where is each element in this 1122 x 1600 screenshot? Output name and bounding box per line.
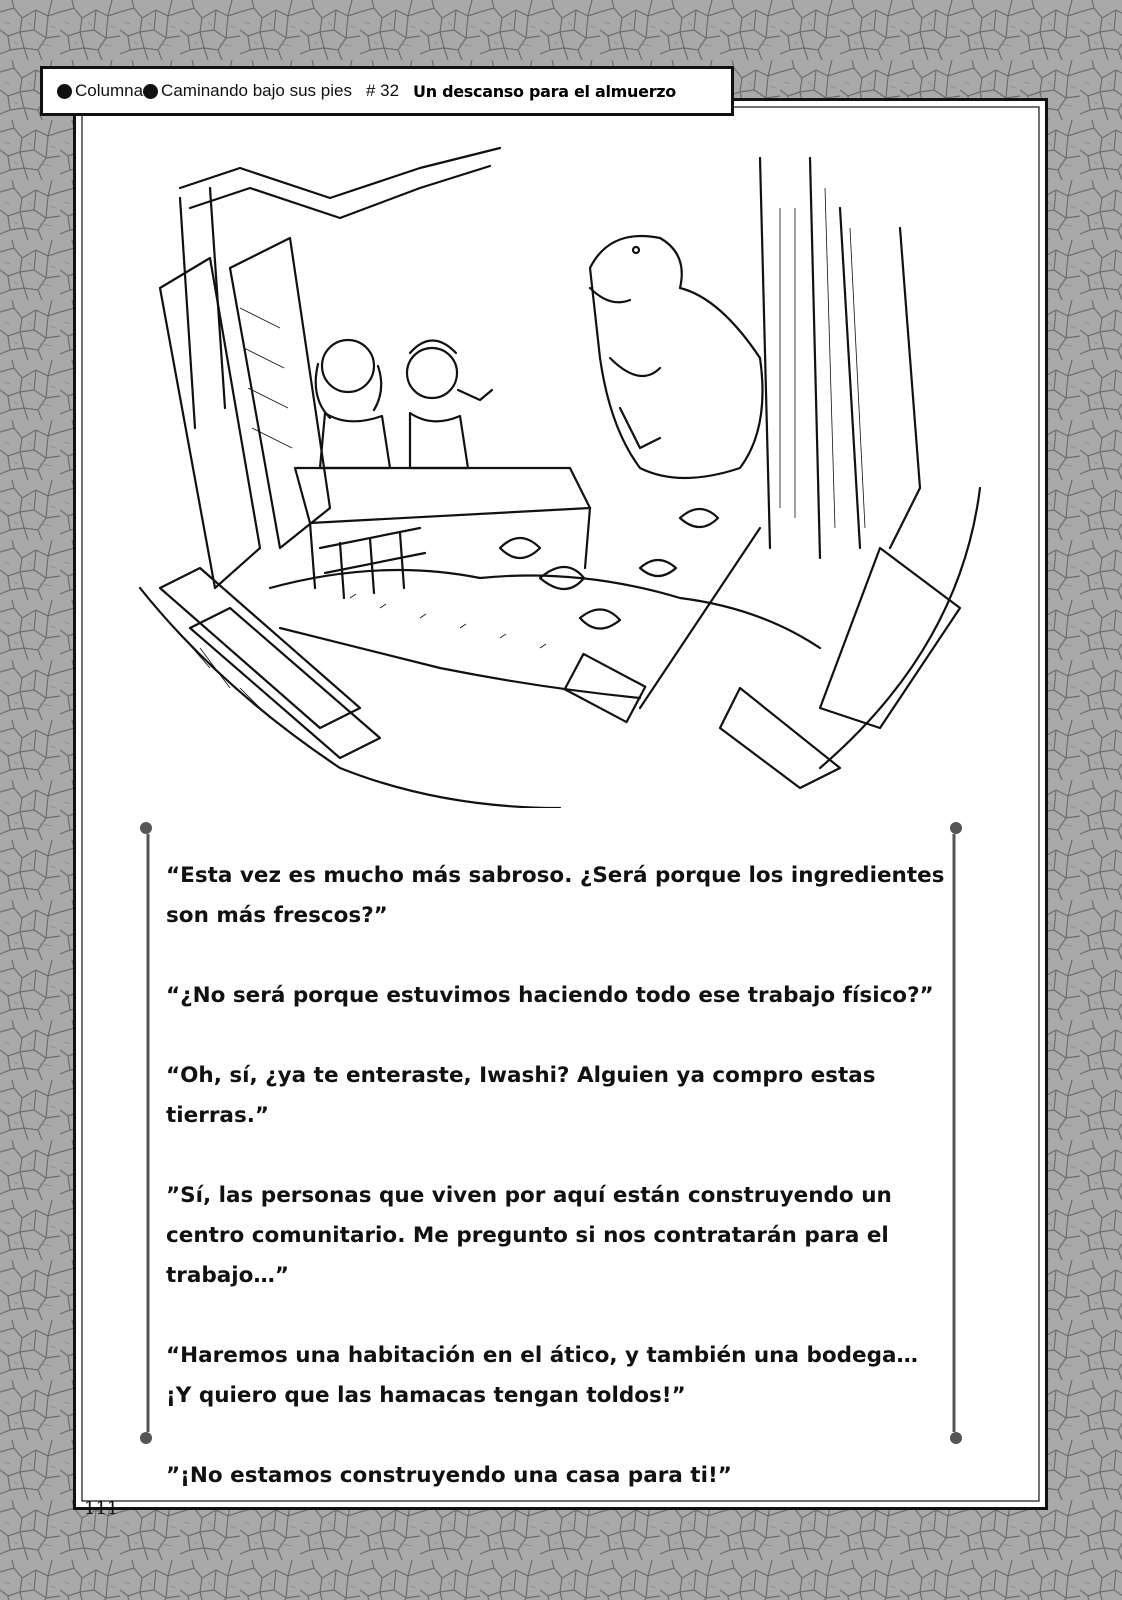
column-subtitle: Un descanso para el almuerzo [413, 81, 676, 101]
bullet-icon [143, 84, 158, 99]
column-number: # 32 [365, 81, 400, 100]
dialogue-line: “Esta vez es mucho más sabroso. ¿Será porque los ingredientes son más frescos?” [166, 863, 945, 928]
series-label: Columna [75, 81, 144, 100]
dialogue-line: ”Sí, las personas que viven por aquí están construyendo un centro comunitario. Me pregunto si nos contratarán para el trabajo…” [166, 1183, 892, 1288]
page-number: 111 [84, 1498, 119, 1519]
dialogue-line: “Haremos una habitación en el ático, y también una bodega… ¡Y quiero que las hamacas tengan toldos!” [166, 1343, 919, 1408]
dialogue-line: ”¡No estamos construyendo una casa para ti!” [166, 1463, 732, 1488]
dialogue-line: “Oh, sí, ¿ya te enteraste, Iwashi? Alguien ya compro estas tierras.” [166, 1063, 876, 1128]
left-decorative-bracket [138, 818, 158, 1448]
right-decorative-bracket [944, 818, 964, 1448]
dialogue-block [166, 856, 946, 1536]
column-header [40, 66, 734, 116]
dialogue-line: “¿No será porque estuvimos haciendo todo ese trabajo físico?” [166, 983, 934, 1008]
bullet-icon [57, 84, 72, 99]
manga-illustration [120, 128, 1000, 808]
column-title: Caminando bajo sus pies [161, 81, 352, 100]
